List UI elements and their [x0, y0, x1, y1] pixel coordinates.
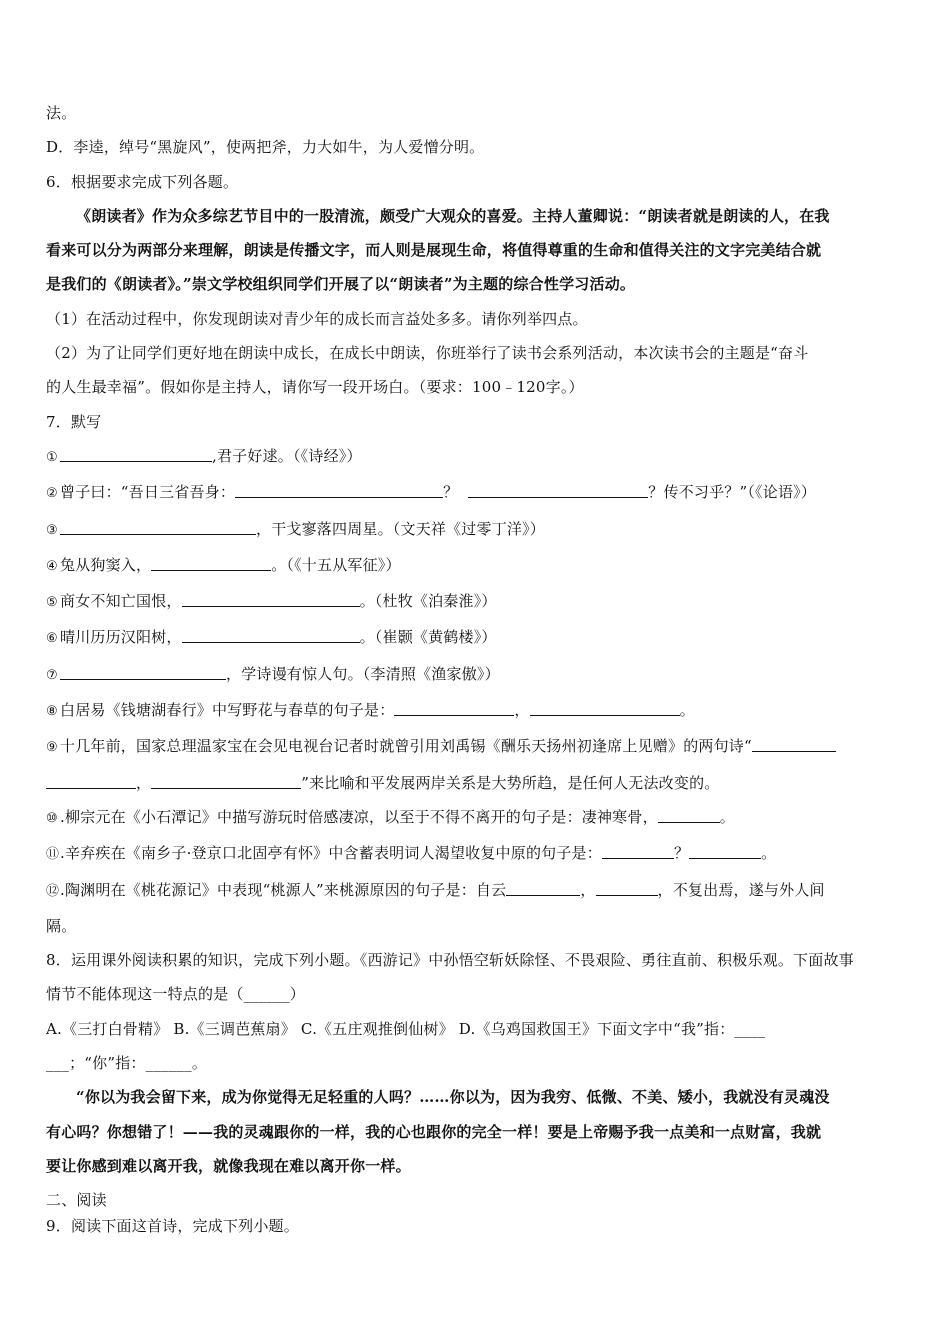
answer-blank[interactable] — [689, 844, 761, 859]
dictation-item-7 — [46, 657, 910, 693]
question-6-passage-line: 看来可以分为两部分来理解，朗读是传播文字，而人则是展现生命，将值得尊重的生命和值得关注的文字完美结合就 — [46, 241, 822, 260]
question-6-part-1: （1）在活动过程中，你发现朗读对青少年的成长而言益处多多。请你列举四点。 — [46, 309, 588, 328]
text-line: 法。 — [46, 104, 77, 122]
item-text: 白居易《钱塘湖春行》中写野花与春草的句子是： — [60, 701, 395, 720]
item-text: ？ — [443, 483, 459, 502]
question-6-passage-line: 《朗读者》作为众多综艺节目中的一股清流，颇受广大观众的喜爱。主持人董卿说：“朗读者就是朗读的人，在我 — [76, 206, 830, 225]
item-number: ⑫ — [46, 883, 60, 899]
answer-blank[interactable] — [60, 665, 226, 680]
answer-blank[interactable] — [151, 556, 271, 571]
document-page — [46, 96, 910, 1239]
item-number: ⑪ — [46, 847, 60, 863]
item-text: 。 — [719, 807, 735, 826]
item-text: 十几年前，国家总理温家宝在会见电视台记者时就曾引用刘禹锡《酬乐天扬州初逢席上见赠》的两句诗“ — [60, 737, 752, 756]
question-7-title: 7．默写 — [46, 412, 102, 431]
question-6-title: 6．根据要求完成下列各题。 — [46, 172, 239, 191]
item-text: ，学诗谩有惊人句。（李清照《渔家傲》） — [226, 664, 500, 683]
question-8-line: 8．运用课外阅读积累的知识，完成下列小题。《西游记》中孙悟空斩妖除怪、不畏艰险、勇往直前、积极乐观。下面故事 — [46, 951, 854, 970]
item-text: 。（《十五从军征》） — [271, 555, 401, 574]
item-number: ① — [46, 449, 58, 465]
question-6-passage-line: 是我们的《朗读者》。”崇文学校组织同学们开展了以“朗读者”为主题的综合性学习活动。 — [46, 275, 636, 294]
item-text: 商女不知亡国恨， — [60, 592, 182, 611]
item-text: 曾子曰：“吾日三省吾身： — [60, 483, 236, 502]
dictation-item-3 — [46, 512, 910, 548]
question-8-line: 情节不能体现这一特点的是（______） — [46, 985, 306, 1004]
answer-blank[interactable] — [506, 881, 580, 896]
dictation-item-8 — [46, 693, 910, 729]
item-number: ⑥ — [46, 631, 58, 647]
item-number: ⑤ — [46, 595, 58, 611]
item-number: ③ — [46, 522, 58, 538]
item-number: ⑩ — [46, 810, 58, 826]
answer-blank[interactable] — [60, 447, 212, 462]
dictation-item-11 — [46, 836, 910, 872]
dictation-item-2 — [46, 475, 910, 511]
item-text: 晴川历历汉阳树， — [60, 628, 182, 647]
option-d-line: D．李逵，绰号“黑旋风”，使两把斧，力大如牛，为人爱憎分明。 — [46, 138, 485, 157]
item-number: ⑧ — [46, 704, 58, 720]
dictation-item-5 — [46, 584, 910, 620]
question-8-passage-line: 有心吗？你想错了！——我的灵魂跟你的一样，我的心也跟你的完全一样！要是上帝赐予我一点美和一点财富，我就 — [46, 1122, 822, 1141]
dictation-item-6 — [46, 620, 910, 656]
answer-blank[interactable] — [182, 628, 360, 643]
answer-blank[interactable] — [151, 774, 301, 789]
answer-blank[interactable] — [596, 881, 658, 896]
answer-blank[interactable] — [394, 701, 514, 716]
answer-blank[interactable] — [658, 808, 720, 823]
item-text: ,君子好逑。（《诗经》） — [212, 446, 362, 465]
answer-blank[interactable] — [602, 844, 674, 859]
answer-blank[interactable] — [46, 774, 136, 789]
answer-blank[interactable] — [182, 592, 360, 607]
section-2-heading: 二、阅读 — [46, 1191, 107, 1210]
question-8-options: A.《三打白骨精》 B.《三调芭蕉扇》 C.《五庄观推倒仙树》 D.《乌鸡国救国王》下面文字中“我”指：____ — [46, 1019, 766, 1038]
item-text: ？ — [673, 844, 690, 863]
answer-blank[interactable] — [752, 737, 836, 752]
item-number: ② — [46, 486, 58, 502]
answer-blank[interactable] — [468, 483, 648, 498]
item-number: ⑨ — [46, 740, 58, 756]
item-text: 。 — [679, 701, 695, 720]
dictation-item-10 — [46, 800, 910, 836]
question-8-passage-line: “你以为我会留下来，成为你觉得无足轻重的人吗？……你以为，因为我穷、低微、不美、矮小，我就没有灵魂没 — [76, 1088, 830, 1107]
item-text: .辛弃疾在《南乡子·登京口北固亭有怀》中含蓄表明词人渴望收复中原的句子是： — [60, 844, 602, 863]
dictation-item-12 — [46, 873, 910, 909]
item-text: ，干戈寥落四周星。（文天祥《过零丁洋》） — [256, 519, 546, 538]
item-text: ， — [514, 701, 530, 720]
item-text: ， — [136, 773, 152, 792]
dictation-item-12-cont: 隔。 — [46, 916, 77, 935]
item-text: .柳宗元在《小石潭记》中描写游玩时倍感凄凉，以至于不得不离开的句子是：凄神寒骨， — [60, 807, 658, 826]
item-number: ④ — [46, 558, 58, 574]
dictation-item-9 — [46, 729, 910, 765]
item-text: 。 — [761, 844, 777, 863]
question-8-line: ___；“你”指：______。 — [46, 1054, 208, 1073]
dictation-item-9-cont — [46, 766, 910, 800]
item-text: 兔从狗窦入， — [60, 555, 152, 574]
item-text: 。（杜牧《泊秦淮》） — [359, 592, 497, 611]
question-8-passage-line: 要让你感到难以离开我，就像我现在难以离开你一样。 — [46, 1156, 411, 1175]
item-text: ， — [580, 880, 596, 899]
item-text: ？传不习乎？”（《论语》） — [648, 483, 817, 502]
answer-blank[interactable] — [235, 483, 443, 498]
answer-blank[interactable] — [60, 520, 256, 535]
item-text: ，不复出焉，遂与外人间 — [657, 880, 825, 899]
item-text: .陶渊明在《桃花源记》中表现“桃源人”来桃源原因的句子是：自云 — [60, 880, 507, 899]
item-text: ”来比喻和平发展两岸关系是大势所趋，是任何人无法改变的。 — [301, 773, 720, 792]
dictation-item-4 — [46, 548, 910, 584]
item-number: ⑦ — [46, 667, 58, 683]
question-9-title: 9．阅读下面这首诗，完成下列小题。 — [46, 1217, 299, 1236]
question-6-part-2: （2）为了让同学们更好地在朗读中成长，在成长中朗读，你班举行了读书会系列活动，本次读书会的主题是“奋斗 — [46, 344, 809, 363]
answer-blank[interactable] — [530, 701, 680, 716]
question-6-part-2-cont: 的人生最幸福”。假如你是主持人，请你写一段开场白。（要求：100﹣120字。） — [46, 378, 584, 397]
item-text: 。（崔颢《黄鹤楼》） — [359, 628, 497, 647]
dictation-item-1 — [46, 439, 910, 475]
